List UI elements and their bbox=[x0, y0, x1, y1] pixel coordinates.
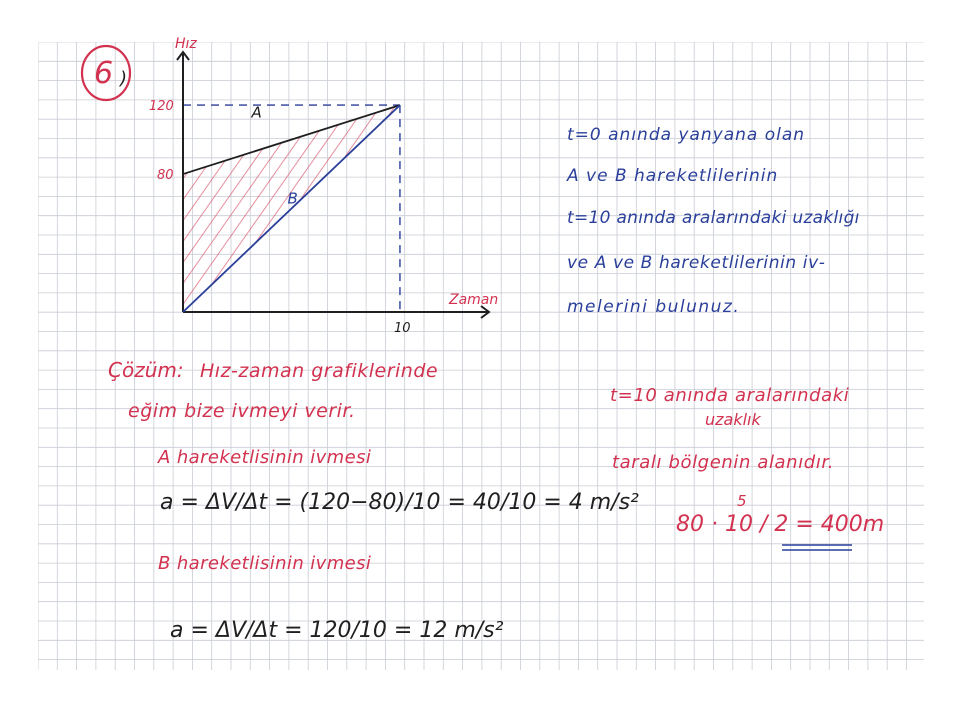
solution-intro-1: Hız-zaman grafiklerinde bbox=[200, 360, 439, 382]
a-formula: a = ΔV/Δt = (120−80)/10 = 40/10 = 4 m/s² bbox=[160, 490, 639, 515]
problem-line-2: A ve B hareketlilerinin bbox=[567, 166, 779, 186]
y-tick-120: 120 bbox=[149, 99, 174, 115]
problem-line-5: melerini bulunuz. bbox=[567, 297, 741, 317]
solution-intro-2: eğim bize ivmeyi verir. bbox=[128, 400, 356, 422]
distance-line-1: t=10 anında aralarındaki bbox=[610, 385, 850, 406]
distance-line-3: taralı bölgenin alanıdır. bbox=[612, 452, 835, 473]
y-tick-80: 80 bbox=[157, 168, 174, 184]
b-heading: B hareketlisinin ivmesi bbox=[158, 553, 372, 574]
b-formula: a = ΔV/Δt = 120/10 = 12 m/s² bbox=[170, 618, 504, 643]
problem-number-suffix: ) bbox=[120, 68, 128, 89]
y-axis-label: Hız bbox=[175, 36, 197, 52]
problem-line-4: ve A ve B hareketlilerinin iv- bbox=[567, 253, 826, 273]
problem-line-1: t=0 anında yanyana olan bbox=[567, 125, 806, 145]
distance-formula: 80 · 10 / 2 = 400m bbox=[676, 512, 885, 537]
x-tick-10: 10 bbox=[393, 321, 411, 336]
x-axis-label: Zaman bbox=[449, 292, 499, 308]
line-a-label: A bbox=[251, 103, 262, 122]
a-heading: A hareketlisinin ivmesi bbox=[158, 447, 372, 468]
problem-number: 6 bbox=[94, 56, 114, 91]
line-b-label: B bbox=[287, 189, 298, 208]
problem-line-3: t=10 anında aralarındaki uzaklığı bbox=[567, 208, 860, 228]
answer-underline bbox=[780, 540, 860, 560]
distance-line-2: uzaklık bbox=[705, 410, 761, 429]
solution-heading: Çözüm: bbox=[108, 358, 184, 382]
cancel-value: 5 bbox=[737, 492, 747, 510]
